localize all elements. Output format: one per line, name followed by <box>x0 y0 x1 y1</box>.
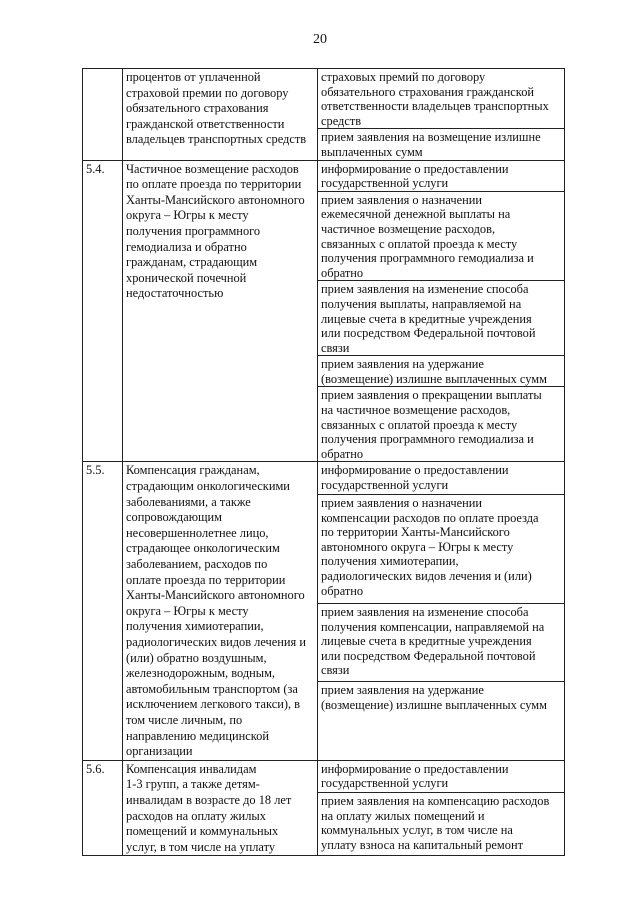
procedure-line: обратно <box>321 446 364 461</box>
page-number: 20 <box>313 32 327 47</box>
item-number: 5.5. <box>83 462 123 760</box>
description-line: недостаточностью <box>126 286 224 301</box>
description-line: получения химиотерапии, <box>126 619 264 634</box>
procedure-line: компенсации расходов по оплате проезда <box>321 510 539 525</box>
procedure-line: государственной услуги <box>321 776 449 791</box>
description-line: гемодиализа и обратно <box>126 239 247 254</box>
procedure-line: коммунальных услуг, в том числе на <box>321 823 513 838</box>
table-row <box>83 760 565 793</box>
table-row <box>83 69 565 129</box>
description-line: автомобильным транспортом (за <box>126 681 298 696</box>
procedure-line: на оплату жилых помещений и <box>321 808 485 823</box>
description-line: хронической почечной <box>126 270 247 285</box>
procedure-line <box>321 727 561 742</box>
procedure-line: прием заявления на возмещение излишне <box>321 130 541 145</box>
description-line: помещений и коммунальных <box>126 824 279 839</box>
service-description <box>123 462 318 760</box>
description-line: том числе личным, по <box>126 712 243 727</box>
procedure-line: прием заявления о прекращении выплаты <box>321 388 542 403</box>
procedure-line <box>321 712 561 727</box>
procedure-line: прием заявления о назначении <box>321 496 482 511</box>
procedure-line: прием заявления на компенсацию расходов <box>321 794 550 809</box>
procedure-line: государственной услуги <box>321 478 449 493</box>
description-line: округа – Югры к месту <box>126 208 249 223</box>
description-line: заболеванием, расходов по <box>126 557 268 571</box>
procedure-cell <box>318 356 565 387</box>
description-line: организации <box>126 744 193 759</box>
description-line: Компенсация гражданам, <box>126 463 260 478</box>
procedure-line: или посредством Федеральной почтовой <box>321 648 536 663</box>
description-line: заболеваниями, а также <box>126 494 251 509</box>
procedure-line: связи <box>321 340 350 355</box>
procedure-line: страховых премий по договору <box>321 70 486 84</box>
description-line: обязательного страхования <box>126 101 269 116</box>
description-line: округа – Югры к месту <box>126 603 249 618</box>
description-line: получения программного <box>126 223 261 238</box>
description-line: страдающим онкологическими <box>126 479 290 494</box>
description-line: железнодорожным, водным, <box>126 666 276 681</box>
procedure-line: выплаченных сумм <box>321 144 423 159</box>
procedure-line: связанных с оплатой проезда к месту <box>321 236 518 251</box>
procedure-line: информирование о предоставлении <box>321 161 509 176</box>
procedure-line: ежемесячной денежной выплаты на <box>321 207 511 222</box>
procedure-line: связанных с оплатой проезда к месту <box>321 417 518 432</box>
item-number: 5.6. <box>83 760 123 856</box>
procedure-line: прием заявления о назначении <box>321 192 482 207</box>
procedure-line: обратно <box>321 583 364 598</box>
service-description <box>123 160 318 462</box>
description-line: страховой премии по договору <box>126 85 289 100</box>
procedure-line: уплату взноса на капитальный ремонт <box>321 838 523 853</box>
procedure-cell <box>318 760 565 793</box>
description-line: страдающее онкологическим <box>126 541 280 556</box>
description-line: расходов на оплату жилых <box>126 808 266 823</box>
procedure-line: получения компенсации, направляемой на <box>321 619 545 634</box>
procedure-line: информирование о предоставлении <box>321 761 509 776</box>
item-number <box>83 69 123 161</box>
description-line: 1-3 групп, а также детям- <box>126 777 260 792</box>
procedure-line: государственной услуги <box>321 176 449 191</box>
description-line: направлению медицинской <box>126 728 269 743</box>
description-line: исключением легкового такси), в <box>126 697 301 712</box>
procedure-line: на частичное возмещение расходов, <box>321 403 511 418</box>
procedure-line: прием заявления на удержание <box>321 357 484 372</box>
procedure-line: ответственности владельцев транспортных <box>321 99 549 114</box>
procedure-cell <box>318 129 565 160</box>
procedure-cell <box>318 69 565 129</box>
procedure-line: лицевые счета в кредитные учреждения <box>321 634 532 649</box>
procedure-line: получения выплаты, направляемой на <box>321 296 522 311</box>
description-line: владельцев транспортных средств <box>126 132 307 147</box>
procedure-line: (возмещение) излишне выплаченных сумм <box>321 697 547 712</box>
procedure-line: лицевые счета в кредитные учреждения <box>321 311 532 326</box>
procedure-line: частичное возмещение расходов, <box>321 221 496 236</box>
procedure-line: средств <box>321 113 362 128</box>
procedure-cell <box>318 387 565 462</box>
procedure-line: обязательного страхования гражданской <box>321 84 535 99</box>
service-description <box>123 69 318 161</box>
table-row <box>83 462 565 495</box>
procedure-line: связи <box>321 663 350 678</box>
description-line: радиологических видов лечения и <box>126 634 306 649</box>
item-number: 5.4. <box>83 160 123 462</box>
procedure-cell <box>318 603 565 681</box>
procedure-line: (возмещение) излишне выплаченных сумм <box>321 371 547 386</box>
procedure-line: автономного округа – Югры к месту <box>321 539 514 554</box>
procedure-line: прием заявления на удержание <box>321 683 484 698</box>
procedure-cell <box>318 191 565 281</box>
procedure-cell <box>318 793 565 856</box>
services-table <box>82 68 565 856</box>
procedure-line: получения программного гемодиализа и <box>321 251 534 266</box>
procedure-cell <box>318 682 565 760</box>
description-line: гражданам, страдающим <box>126 255 258 270</box>
description-line: оплате проезда по территории <box>126 572 286 587</box>
procedure-line: информирование о предоставлении <box>321 463 509 478</box>
procedure-cell <box>318 160 565 191</box>
procedure-line: обратно <box>321 265 364 280</box>
table-row <box>83 160 565 191</box>
description-line: процентов от уплаченной <box>126 70 261 84</box>
procedure-line: по территории Ханты-Мансийского <box>321 525 510 540</box>
procedure-cell <box>318 281 565 356</box>
procedure-line <box>321 742 561 757</box>
service-description <box>123 760 318 856</box>
procedure-line: получения химиотерапии, <box>321 554 459 569</box>
procedure-line: получения программного гемодиализа и <box>321 432 534 447</box>
description-line: Ханты-Мансийского автономного <box>126 192 305 207</box>
procedure-line: прием заявления на изменение способа <box>321 282 529 297</box>
description-line: услуг, в том числе на уплату <box>126 839 276 854</box>
procedure-line: радиологических видов лечения и (или) <box>321 569 532 583</box>
description-line: несовершеннолетнее лицо, <box>126 525 269 540</box>
description-line: Компенсация инвалидам <box>126 761 257 776</box>
procedure-line: или посредством Федеральной почтовой <box>321 326 536 341</box>
description-line: по оплате проезда по территории <box>126 177 302 192</box>
procedure-cell <box>318 462 565 495</box>
description-line: Частичное возмещение расходов <box>126 161 299 176</box>
procedure-line: прием заявления на изменение способа <box>321 604 529 619</box>
description-line: инвалидам в возрасте до 18 лет <box>126 792 292 807</box>
procedure-cell <box>318 495 565 604</box>
description-line: Ханты-Мансийского автономного <box>126 588 305 603</box>
description-line: сопровождающим <box>126 510 223 525</box>
description-line: гражданской ответственности <box>126 116 285 131</box>
description-line: (или) обратно воздушным, <box>126 650 267 665</box>
